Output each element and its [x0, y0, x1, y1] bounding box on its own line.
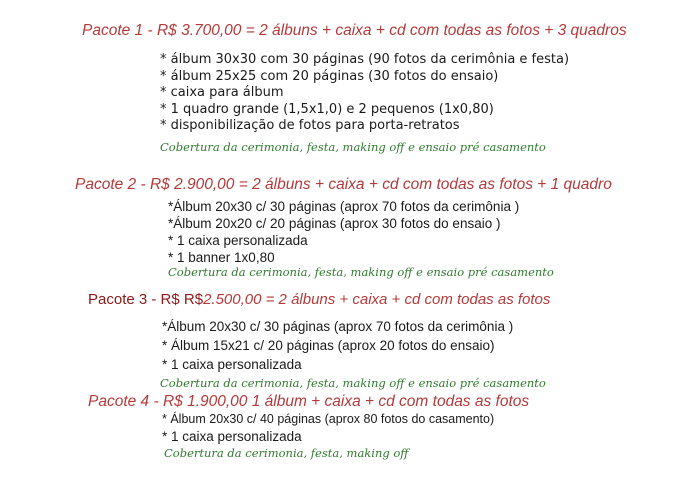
list-item: * álbum 30x30 com 30 páginas (90 fotos da cerimônia e festa) — [160, 52, 570, 67]
list-item: *Álbum 20x30 c/ 30 páginas (aprox 70 fotos da cerimônia ) — [162, 319, 514, 334]
package-3-title-part3: 0,00 = 2 álbuns + caixa + cd com todas as fotos — [232, 291, 551, 308]
package-3-items — [162, 317, 513, 374]
package-2-coverage: Cobertura da cerimonia, festa, making off e ensaio pré casamento — [168, 265, 554, 279]
list-item: * 1 caixa personalizada — [162, 429, 302, 444]
list-item: * 1 quadro grande (1,5x1,0) e 2 pequenos (1x0,80) — [160, 101, 494, 117]
package-2-items — [168, 198, 519, 266]
list-item: * 1 caixa personalizada — [162, 357, 302, 372]
list-item: * 1 caixa personalizada — [168, 233, 308, 248]
list-item: * disponibilização de fotos para porta-retratos — [160, 118, 460, 133]
package-1-coverage: Cobertura da cerimonia, festa, making off e ensaio pré casamento — [160, 140, 546, 154]
list-item: *Álbum 20x30 c/ 30 páginas (aprox 70 fotos da cerimônia ) — [168, 199, 520, 214]
package-3-title — [88, 291, 550, 308]
package-3-coverage: Cobertura da cerimonia, festa, making off e ensaio pré casamento — [160, 376, 546, 390]
package-4-items — [162, 411, 494, 445]
package-2-title: Pacote 2 - R$ 2.900,00 = 2 álbuns + caixa + cd com todas as fotos + 1 quadro — [75, 176, 612, 193]
package-1-title: Pacote 1 - R$ 3.700,00 = 2 álbuns + caixa + cd com todas as fotos + 3 quadros — [82, 22, 627, 39]
list-item: * Álbum 15x21 c/ 20 páginas (aprox 20 fotos do ensaio) — [162, 338, 495, 353]
list-item: * caixa para álbum — [160, 85, 284, 100]
package-3-title-part1: Pacote 3 - R$ R$ — [88, 291, 204, 308]
package-4-title: Pacote 4 - R$ 1.900,00 1 álbum + caixa + cd com todas as fotos — [88, 393, 530, 410]
list-item: * 1 banner 1x0,80 — [168, 250, 275, 265]
package-1-items — [160, 52, 569, 135]
package-4-coverage: Cobertura da cerimonia, festa, making off — [164, 446, 409, 460]
list-item: *Álbum 20x20 c/ 20 páginas (aprox 30 fotos do ensaio ) — [168, 216, 501, 231]
package-3-title-price: 2.50 — [203, 291, 233, 308]
list-item: * Álbum 20x30 c/ 40 páginas (aprox 80 fotos do casamento) — [162, 412, 495, 426]
list-item: * álbum 25x25 com 20 páginas (30 fotos do ensaio) — [160, 68, 499, 84]
